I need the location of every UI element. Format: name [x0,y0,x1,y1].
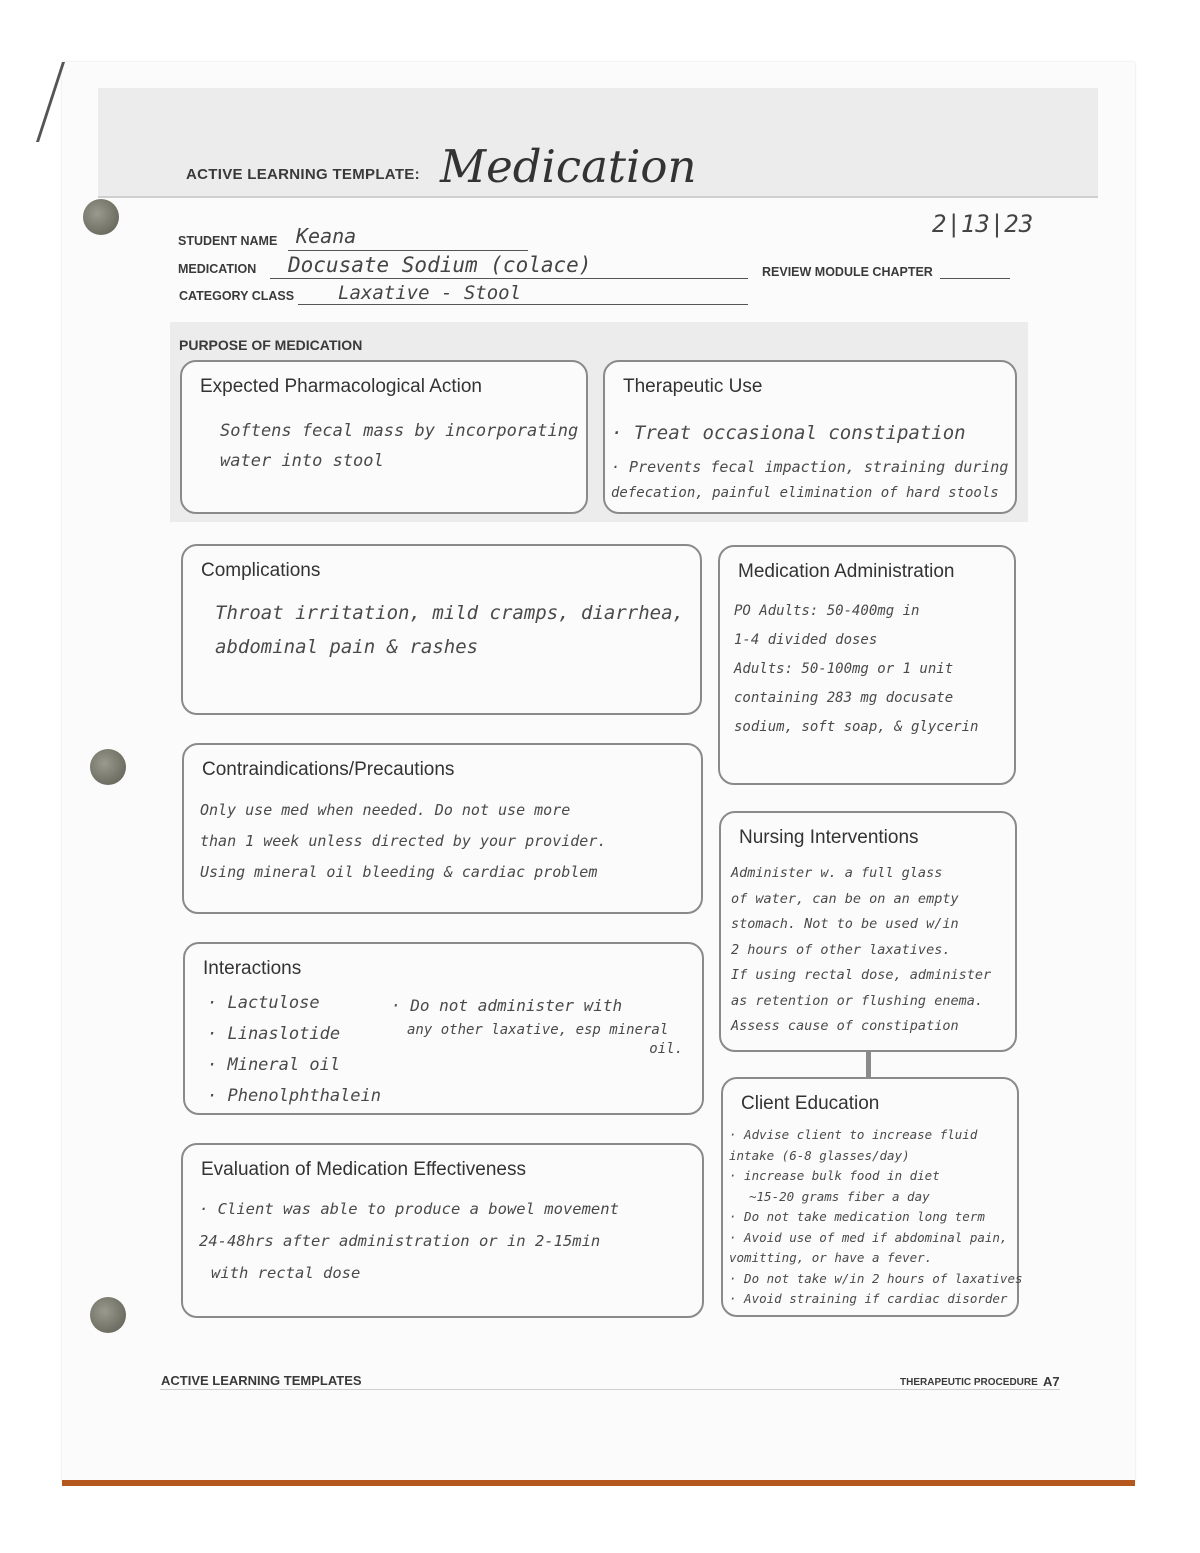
handwritten-line: sodium, soft soap, & glycerin [734,719,979,735]
handwritten-line: · Linaslotide [207,1024,341,1044]
handwritten-line: defecation, painful elimination of hard stools [611,485,999,501]
handwritten-line: · Mineral oil [207,1055,341,1075]
handwritten-line: 24-48hrs after administration or in 2-15min [199,1232,601,1250]
handwritten-line: · Prevents fecal impaction, straining during [611,458,1009,476]
nursing-interventions-text [731,861,1007,1040]
category-line [298,304,748,305]
student-name-value[interactable]: Keana [296,224,357,248]
expected-action-text [220,416,578,476]
review-module-label: REVIEW MODULE CHAPTER [762,265,933,279]
student-name-label: STUDENT NAME [178,234,278,248]
handwritten-line: with rectal dose [211,1264,361,1282]
handwritten-line: If using rectal dose, administer [731,967,992,983]
binder-hole-middle [90,749,126,785]
handwritten-line: Administer w. a full glass [731,865,943,881]
handwritten-line: Assess cause of constipation [731,1018,959,1034]
contraindications-title: Contraindications/Precautions [202,759,455,780]
handwritten-line: than 1 week unless directed by your provider. [200,832,607,850]
interactions-title: Interactions [203,958,302,979]
contraindications-box [182,743,703,914]
contraindications-text [200,795,693,888]
paper-bottom-edge [62,1480,1135,1486]
handwritten-line: intake (6-8 glasses/day) [729,1147,910,1163]
template-title: Medication [440,140,697,193]
handwritten-line: · Lactulose [207,993,320,1013]
therapeutic-use-text [611,418,1007,504]
handwritten-line: Softens fecal mass by incorporating [220,421,579,441]
administration-text [734,597,1006,742]
review-module-line[interactable] [940,278,1010,279]
handwritten-line: any other laxative, esp mineral [407,1022,669,1038]
administration-box [718,545,1016,785]
box-connector [866,1052,871,1078]
handwritten-line: · increase bulk food in diet [729,1168,940,1183]
handwritten-line: water into stool [220,451,384,471]
header-divider [98,196,1098,198]
complications-title: Complications [201,560,321,581]
evaluation-title: Evaluation of Medication Effectiveness [201,1159,526,1180]
handwritten-line: · Do not take medication long term [729,1209,985,1224]
purpose-label: PURPOSE OF MEDICATION [179,337,363,353]
client-education-box [721,1077,1023,1317]
handwritten-line: · Advise client to increase fluid [729,1127,978,1142]
handwritten-line: · Do not administer with [391,996,623,1015]
handwritten-line: oil. [649,1041,683,1057]
interactions-right-list [391,994,691,1056]
handwritten-line: ~15-20 grams fiber a day [749,1188,930,1204]
nursing-interventions-box [719,811,1017,1052]
therapeutic-use-box [603,360,1017,514]
evaluation-box [181,1143,704,1318]
therapeutic-use-title: Therapeutic Use [623,376,763,397]
client-education-title: Client Education [741,1093,880,1114]
handwritten-line: of water, can be on an empty [731,890,959,907]
handwritten-line: vomitting, or have a fever. [729,1250,933,1265]
footer-page-number: A7 [1043,1374,1060,1389]
binder-hole-bottom [90,1297,126,1333]
complications-box [181,544,702,715]
binder-hole-top [83,199,119,235]
handwritten-line: Throat irritation, mild cramps, diarrhea, [215,602,684,624]
student-name-line [288,250,528,251]
handwritten-line: stomach. Not to be used w/in [731,916,959,932]
handwritten-line: as retention or flushing enema. [731,992,983,1009]
handwritten-line: Only use med when needed. Do not use more [200,801,571,819]
handwritten-line: · Avoid straining if cardiac disorder [729,1291,1008,1306]
footer-right-label: THERAPEUTIC PROCEDURE [900,1377,1038,1388]
category-label: CATEGORY CLASS [179,289,295,303]
medication-label: MEDICATION [178,262,257,276]
expected-action-box [180,360,588,514]
handwritten-line: 1-4 divided doses [734,632,878,648]
expected-action-title: Expected Pharmacological Action [200,376,482,397]
date-value[interactable]: 2|13|23 [932,210,1034,238]
administration-title: Medication Administration [738,561,955,582]
nursing-interventions-title: Nursing Interventions [739,827,919,848]
handwritten-line: · Do not take w/in 2 hours of laxatives [729,1270,1023,1286]
client-education-text [729,1125,1023,1310]
interactions-left-list [207,988,387,1112]
medication-value[interactable]: Docusate Sodium (colace) [288,253,592,277]
handwritten-line: · Phenolphthalein [207,1086,381,1106]
handwritten-line: Using mineral oil bleeding & cardiac problem [200,863,598,881]
medication-line [270,278,748,279]
footer-divider [160,1389,1060,1390]
handwritten-line: PO Adults: 50-400mg in [734,603,920,619]
complications-text [215,596,692,664]
handwritten-line: containing 283 mg docusate [734,690,954,706]
footer-left-label: ACTIVE LEARNING TEMPLATES [161,1373,362,1388]
handwritten-line: · Avoid use of med if abdominal pain, [729,1229,1008,1245]
handwritten-line: abdominal pain & rashes [215,636,479,658]
handwritten-line: 2 hours of other laxatives. [731,941,951,958]
category-value[interactable]: Laxative - Stool [338,282,522,304]
evaluation-text [199,1193,694,1289]
template-label: ACTIVE LEARNING TEMPLATE: [186,166,420,183]
handwritten-line: · Treat occasional constipation [611,422,966,444]
handwritten-line: · Client was able to produce a bowel movement [199,1200,619,1218]
handwritten-line: Adults: 50-100mg or 1 unit [734,661,954,677]
interactions-box [183,942,704,1115]
